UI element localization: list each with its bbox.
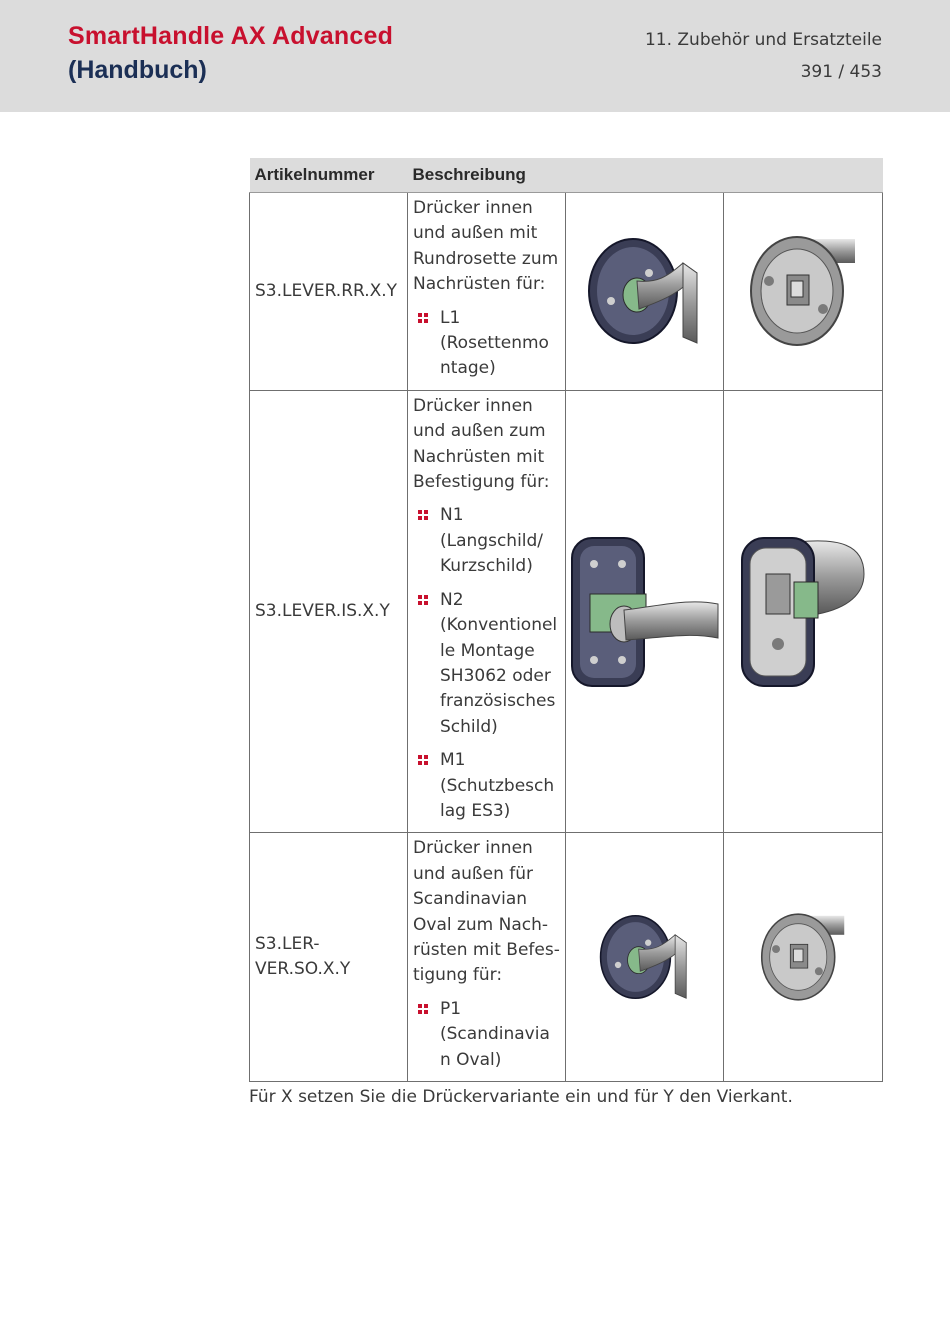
column-header-article: Artikelnummer <box>250 158 408 193</box>
option-list <box>413 503 560 824</box>
page-header <box>0 0 950 112</box>
description-cell <box>408 833 566 1082</box>
list-item: M1 (Schutzbesch lag ES3) <box>413 748 560 824</box>
lever-long-plate-image <box>570 534 720 690</box>
lever-rosette-image <box>587 233 703 349</box>
list-item: N2 (Konventionel le Montage SH3062 oder französisches Schild) <box>413 588 560 740</box>
table-header-row <box>250 158 883 193</box>
rosette-back-image <box>757 911 849 1003</box>
table-row <box>250 193 883 391</box>
column-header-description: Beschreibung <box>408 158 883 193</box>
bullet-icon <box>418 755 428 765</box>
product-image-cell <box>724 390 883 833</box>
document-subtitle: (Handbuch) <box>68 56 207 84</box>
bullet-icon <box>418 313 428 323</box>
description-text: Drücker innen und außen für Scandinavian Oval zum Nach- rüsten mit Befes- tigung für: <box>413 838 560 986</box>
footnote: Für X setzen Sie die Drückervariante ein und für Y den Vierkant. <box>249 1087 793 1107</box>
description-cell <box>408 390 566 833</box>
description-cell <box>408 193 566 391</box>
product-image-cell <box>566 833 724 1082</box>
article-number: S3.LEVER.IS.X.Y <box>250 390 408 833</box>
option-list <box>413 997 560 1073</box>
article-number: S3.LEVER.RR.X.Y <box>250 193 408 391</box>
table-row <box>250 833 883 1082</box>
option-list <box>413 306 560 382</box>
bullet-icon <box>418 1004 428 1014</box>
rosette-back-image <box>745 233 861 349</box>
product-image-cell <box>566 193 724 391</box>
parts-table <box>249 158 883 1082</box>
table-row <box>250 390 883 833</box>
description-text: Drücker innen und außen zum Nachrüsten mit Befestigung für: <box>413 395 550 493</box>
description-text: Drücker innen und außen mit Rundrosette zum Nachrüsten für: <box>413 198 559 295</box>
product-image-cell <box>724 833 883 1082</box>
product-image-cell <box>566 390 724 833</box>
lever-rosette-image <box>599 911 691 1003</box>
article-number: S3.LER- VER.SO.X.Y <box>250 833 408 1082</box>
bullet-icon <box>418 510 428 520</box>
list-item: N1 (Langschild/ Kurzschild) <box>413 503 560 579</box>
bullet-icon <box>418 595 428 605</box>
list-item: L1 (Rosettenmo ntage) <box>413 306 560 382</box>
document-title: SmartHandle AX Advanced <box>68 22 394 50</box>
long-plate-back-image <box>738 534 868 690</box>
page-number: 391 / 453 <box>800 62 882 82</box>
chapter-title: 11. Zubehör und Ersatzteile <box>644 30 882 50</box>
product-image-cell <box>724 193 883 391</box>
list-item: P1 (Scandinavia n Oval) <box>413 997 560 1073</box>
